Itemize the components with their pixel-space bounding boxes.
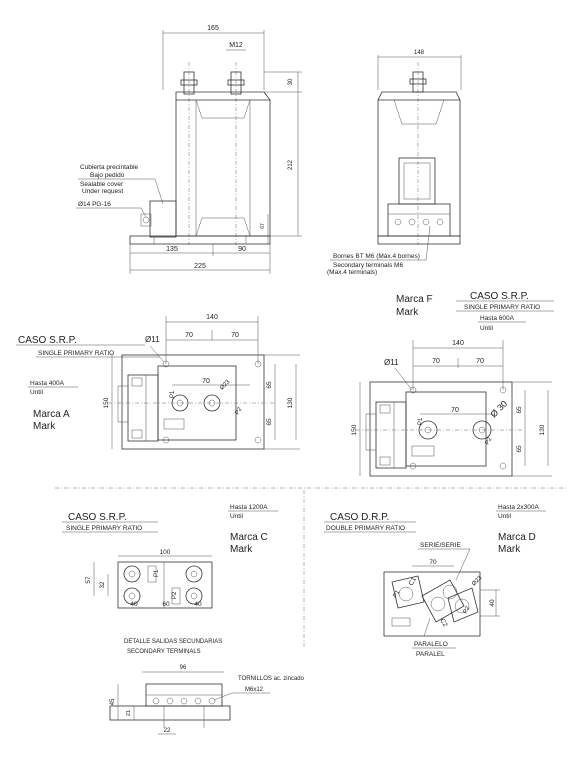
case-a-dim-130: 130 bbox=[287, 397, 294, 409]
detail-dim-22: 22 bbox=[163, 728, 171, 734]
case-d-c1: C1 bbox=[407, 576, 418, 587]
dim-30: 30 bbox=[288, 78, 294, 86]
case-c-dim-40b: 40 bbox=[194, 601, 202, 608]
case-f-mark-en: Mark bbox=[396, 307, 419, 318]
dim-148: 148 bbox=[413, 50, 425, 56]
case-d-mark-en: Mark bbox=[498, 544, 521, 555]
case-a-dim-70b: 70 bbox=[231, 332, 239, 339]
case-a-title: CASO S.R.P. bbox=[18, 335, 77, 346]
case-a-mark-es: Marca A bbox=[33, 409, 70, 420]
secondary-terminals-side bbox=[395, 219, 443, 225]
case-c-dim-57: 57 bbox=[85, 576, 92, 584]
case-a-subtitle: SINGLE PRIMARY RATIO bbox=[38, 350, 115, 357]
case-c-dim-40a: 40 bbox=[130, 601, 138, 608]
case-c-dim-100: 100 bbox=[159, 549, 171, 556]
case-a-rating-2: Until bbox=[30, 389, 44, 396]
case-c-p1: P1 bbox=[154, 569, 160, 577]
case-a-dim-70c: 70 bbox=[202, 378, 210, 385]
case-d-serie: SERIE/SERIE bbox=[420, 542, 461, 549]
case-d-c2: C2 bbox=[438, 617, 449, 629]
case-c-dim-32: 32 bbox=[100, 581, 106, 589]
note-cover-es-1: Cubierta precintable bbox=[80, 164, 139, 171]
case-f-dim-70a: 70 bbox=[432, 358, 440, 365]
case-f-hole: Ø11 bbox=[384, 358, 399, 367]
note-cover-en-1: Sealable cover bbox=[80, 181, 123, 188]
case-f-title: CASO S.R.P. bbox=[470, 291, 529, 302]
detail-dim-45: 45 bbox=[110, 698, 116, 706]
case-f-dim-150: 150 bbox=[351, 424, 358, 436]
case-c-rating-1: Hasta 1200A bbox=[230, 504, 268, 511]
case-a-dim-65b: 65 bbox=[266, 418, 273, 426]
case-f-dim-65b: 65 bbox=[516, 445, 523, 453]
case-f-rating-2: Until bbox=[480, 325, 494, 332]
case-a-p1: P1 bbox=[170, 390, 176, 398]
case-f-dim-70c: 70 bbox=[451, 407, 459, 414]
case-d-rating-2: Until bbox=[498, 513, 512, 520]
case-f-subtitle: SINGLE PRIMARY RATIO bbox=[464, 304, 541, 311]
case-f-dim-130: 130 bbox=[539, 424, 546, 436]
case-c-dim-60: 60 bbox=[162, 601, 170, 608]
case-d-dim-70: 70 bbox=[429, 559, 437, 566]
dim-135: 135 bbox=[166, 246, 178, 253]
case-f-dim-70b: 70 bbox=[476, 358, 484, 365]
case-f-rating-1: Hasta 600A bbox=[480, 315, 514, 322]
case-a-dim-140: 140 bbox=[206, 314, 218, 321]
detail-dim-96: 96 bbox=[179, 665, 187, 671]
detail-es: DETALLE SALIDAS SECUNDARIAS bbox=[124, 639, 223, 645]
case-f-p1: P1 bbox=[418, 417, 424, 425]
case-d-rating-1: Hasta 2x300A bbox=[498, 504, 539, 511]
case-f-plan bbox=[351, 291, 554, 476]
case-a-rating-1: Hasta 400A bbox=[30, 380, 64, 387]
screws-size: M6x12 bbox=[245, 687, 264, 693]
case-a-mark-en: Mark bbox=[33, 421, 56, 432]
case-a-dim-65a: 65 bbox=[266, 381, 273, 389]
case-d-dim-40: 40 bbox=[489, 599, 496, 607]
dim-212: 212 bbox=[288, 159, 294, 171]
case-f-dim-140: 140 bbox=[452, 340, 464, 347]
case-f-dim-65a: 65 bbox=[516, 406, 523, 414]
case-c-p2: P2 bbox=[172, 591, 178, 599]
note-terminals-en-2: (Max.4 terminals) bbox=[327, 269, 378, 276]
case-c-rating-2: Until bbox=[230, 513, 244, 520]
front-view bbox=[76, 25, 302, 274]
case-d-subtitle: DOUBLE PRIMARY RATIO bbox=[326, 525, 406, 532]
case-a-bore: Ø23 bbox=[219, 379, 232, 392]
note-gland: Ø14 PG-16 bbox=[78, 201, 111, 208]
case-d-bore: Ø23 bbox=[471, 575, 484, 588]
dim-225: 225 bbox=[194, 263, 206, 270]
case-c-mark-en: Mark bbox=[230, 544, 253, 555]
case-c-plan bbox=[62, 504, 278, 655]
dim-90: 90 bbox=[238, 246, 246, 253]
case-a-dim-150: 150 bbox=[103, 397, 110, 409]
case-f-mark-es: Marca F bbox=[396, 294, 433, 305]
note-cover-en-2: Under request bbox=[82, 188, 124, 195]
case-d-p1: P1 bbox=[392, 589, 402, 599]
note-cover-es-2: Bajo pedido bbox=[90, 172, 125, 179]
case-c-mark-es: Marca C bbox=[230, 532, 268, 543]
case-a-dim-70a: 70 bbox=[185, 332, 193, 339]
detail-dim-21: 21 bbox=[126, 709, 132, 717]
secondary-terminals-detail bbox=[110, 665, 305, 734]
dim-m12: M12 bbox=[229, 42, 243, 49]
case-f-bore: Ø 30 bbox=[488, 398, 510, 420]
case-a-plan bbox=[16, 314, 300, 449]
case-a-p2: P2 bbox=[234, 406, 244, 416]
case-d-paralelo-es: PARALELO bbox=[414, 641, 448, 648]
screws-note: TORNILLOS ac. zincado bbox=[238, 676, 304, 682]
case-d-plan bbox=[324, 504, 546, 658]
case-d-mark-es: Marca D bbox=[498, 532, 536, 543]
note-terminals-es: Bornes BT M6 (Máx.4 bornes) bbox=[333, 253, 420, 260]
case-c-subtitle: SINGLE PRIMARY RATIO bbox=[66, 525, 143, 532]
case-d-p2: P2 bbox=[462, 605, 472, 615]
detail-en: SECONDARY TERMINALS bbox=[127, 649, 201, 655]
case-a-hole: Ø11 bbox=[145, 335, 160, 344]
case-c-title: CASO S.R.P. bbox=[68, 512, 127, 523]
case-f-p2: P2 bbox=[484, 436, 494, 446]
dim-67: 67 bbox=[260, 223, 266, 229]
dim-165: 165 bbox=[207, 25, 219, 32]
case-d-title: CASO D.R.P. bbox=[330, 512, 390, 523]
case-d-paralelo-en: PARALEL bbox=[416, 651, 445, 658]
side-view bbox=[327, 50, 461, 276]
note-terminals-en-1: Secondary terminals M6 bbox=[333, 262, 404, 269]
